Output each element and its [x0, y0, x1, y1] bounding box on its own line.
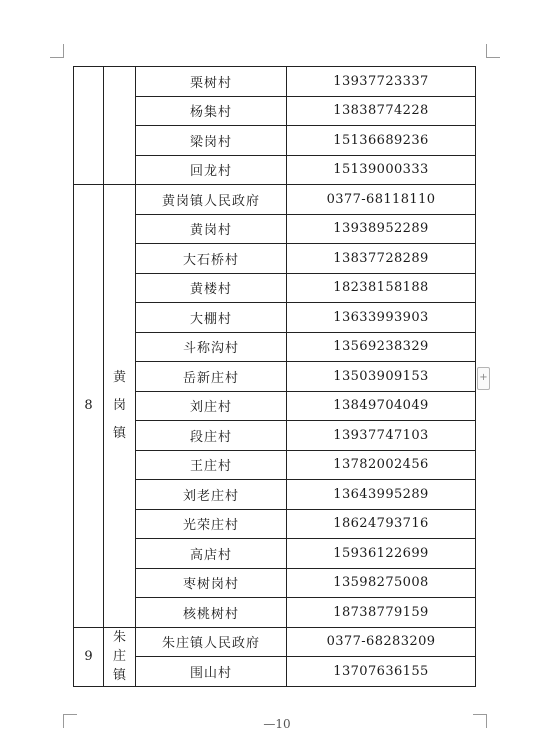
phone-cell: 13937747103: [287, 421, 476, 451]
phone-cell: 13782002456: [287, 450, 476, 480]
phone-cell: 13598275008: [287, 568, 476, 598]
name-cell: 大石桥村: [136, 244, 287, 274]
phone-cell: 13633993903: [287, 303, 476, 333]
name-cell: 刘老庄村: [136, 480, 287, 510]
index-cell: 8: [74, 185, 104, 628]
index-cell: 9: [74, 627, 104, 686]
crop-mark-top-left-h: [50, 57, 64, 58]
name-cell: 围山村: [136, 657, 287, 687]
phone-cell: 13503909153: [287, 362, 476, 392]
phone-cell: 13569238329: [287, 332, 476, 362]
phone-cell: 13838774228: [287, 96, 476, 126]
phone-cell: 0377-68283209: [287, 627, 476, 657]
name-cell: 光荣庄村: [136, 509, 287, 539]
phone-cell: 0377-68118110: [287, 185, 476, 215]
table-row: [74, 67, 476, 97]
name-cell: 枣树岗村: [136, 568, 287, 598]
crop-mark-bottom-right-h: [473, 714, 487, 715]
name-cell: 朱庄镇人民政府: [136, 627, 287, 657]
phone-cell: 18238158188: [287, 273, 476, 303]
phone-cell: 15139000333: [287, 155, 476, 185]
crop-mark-top-right-v: [486, 44, 487, 58]
name-cell: 王庄村: [136, 450, 287, 480]
table-row: [74, 185, 476, 215]
town-name-vertical: 黄 岗 镇: [112, 369, 126, 441]
name-cell: 段庄村: [136, 421, 287, 451]
index-cell: [74, 67, 104, 185]
name-cell: 黄岗村: [136, 214, 287, 244]
name-cell: 刘庄村: [136, 391, 287, 421]
page-number: —10: [263, 717, 291, 731]
table-row: [74, 627, 476, 657]
phone-cell: 18738779159: [287, 598, 476, 628]
name-cell: 高店村: [136, 539, 287, 569]
contact-table: [73, 66, 476, 687]
name-cell: 大棚村: [136, 303, 287, 333]
phone-cell: 13938952289: [287, 214, 476, 244]
town-cell: [104, 67, 136, 185]
town-cell: [104, 185, 136, 628]
name-cell: 黄岗镇人民政府: [136, 185, 287, 215]
phone-cell: 13937723337: [287, 67, 476, 97]
crop-mark-bottom-left-h: [63, 714, 77, 715]
town-cell: [104, 627, 136, 686]
phone-cell: 18624793716: [287, 509, 476, 539]
name-cell: 核桃树村: [136, 598, 287, 628]
phone-cell: 13837728289: [287, 244, 476, 274]
name-cell: 杨集村: [136, 96, 287, 126]
name-cell: 回龙村: [136, 155, 287, 185]
phone-cell: 15136689236: [287, 126, 476, 156]
phone-cell: 13707636155: [287, 657, 476, 687]
add-row-button[interactable]: +: [477, 367, 490, 390]
name-cell: 梁岗村: [136, 126, 287, 156]
phone-cell: 13849704049: [287, 391, 476, 421]
name-cell: 黄楼村: [136, 273, 287, 303]
phone-cell: 15936122699: [287, 539, 476, 569]
crop-mark-top-left-v: [63, 44, 64, 58]
phone-cell: 13643995289: [287, 480, 476, 510]
name-cell: 斗称沟村: [136, 332, 287, 362]
crop-mark-top-right-h: [486, 57, 500, 58]
name-cell: 岳新庄村: [136, 362, 287, 392]
town-name-vertical: 朱 庄 镇: [112, 630, 126, 683]
name-cell: 栗树村: [136, 67, 287, 97]
